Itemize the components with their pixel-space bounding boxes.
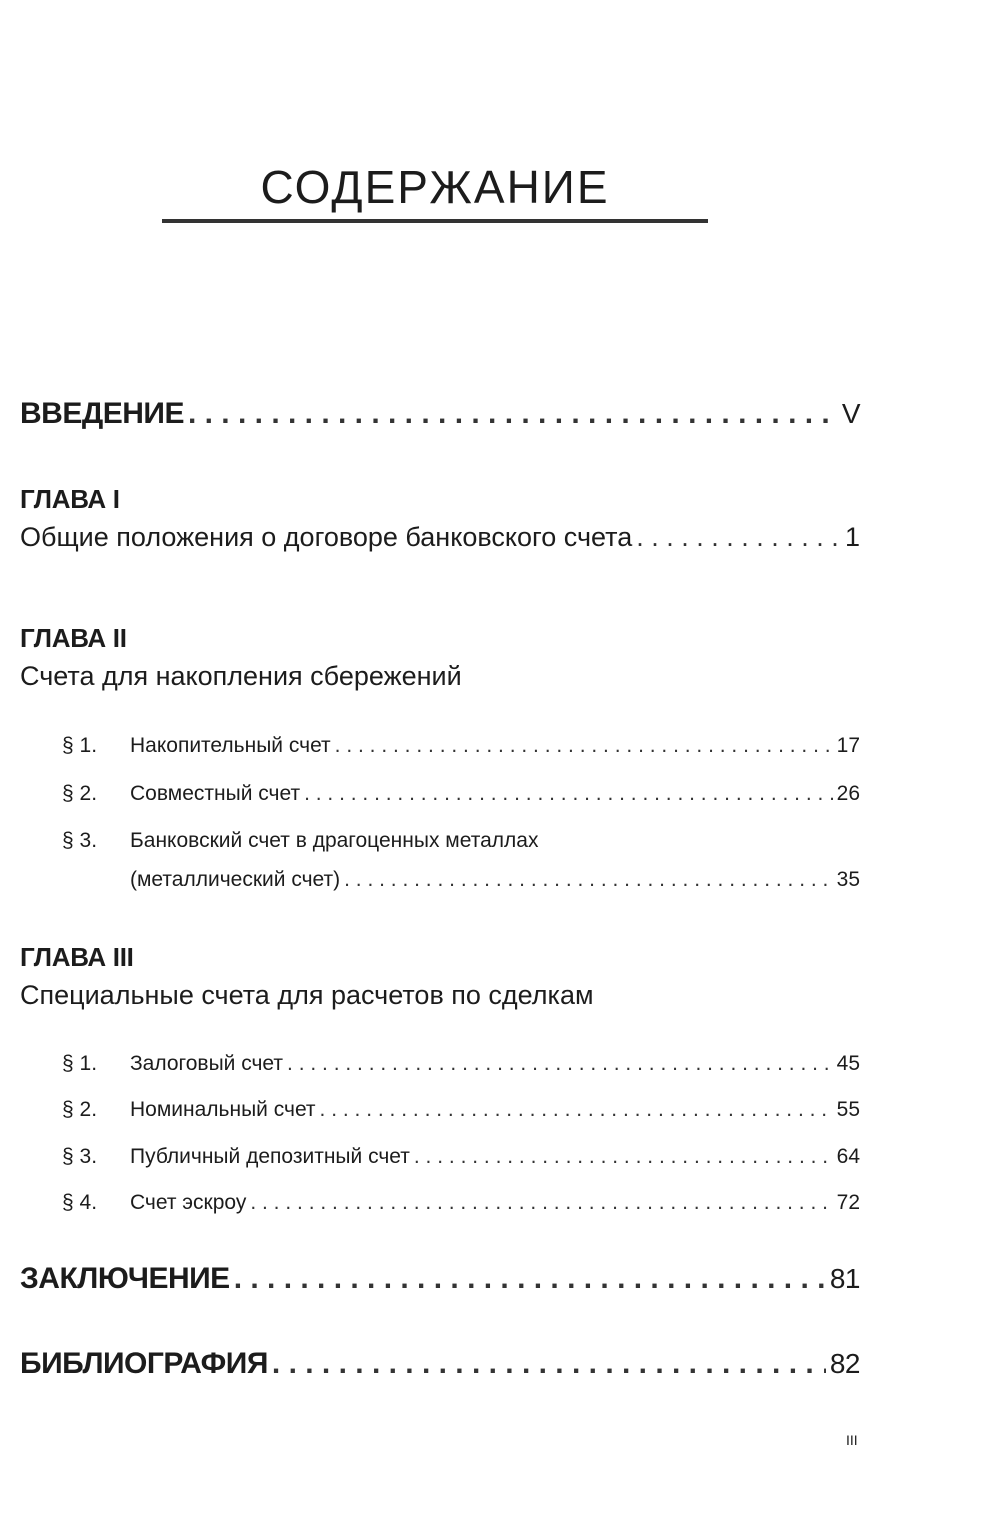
section-number: § 3. bbox=[62, 1145, 98, 1168]
toc-entry-section[interactable] bbox=[62, 1191, 860, 1215]
toc-entry-intro[interactable] bbox=[20, 397, 860, 431]
toc-label: ВВЕДЕНИЕ bbox=[20, 397, 184, 430]
toc-label: Публичный депозитный счет bbox=[130, 1145, 410, 1168]
toc-page-number: V bbox=[841, 398, 860, 429]
section-number: § 1. bbox=[62, 734, 98, 757]
toc-page-number: 81 bbox=[829, 1263, 860, 1294]
dot-leader bbox=[320, 1098, 833, 1122]
toc-label: ЗАКЛЮЧЕНИЕ bbox=[20, 1262, 230, 1295]
dot-leader bbox=[414, 1145, 833, 1169]
toc-page-number: 64 bbox=[836, 1145, 860, 1168]
toc-entry-section[interactable] bbox=[62, 1052, 860, 1076]
dot-leader bbox=[188, 397, 838, 431]
toc-entry-section[interactable] bbox=[62, 829, 860, 853]
dot-leader bbox=[304, 782, 833, 806]
toc-page-number: 55 bbox=[836, 1098, 860, 1121]
dot-leader bbox=[287, 1052, 833, 1076]
section-number: § 2. bbox=[62, 1098, 98, 1121]
toc-entry-section[interactable] bbox=[62, 782, 860, 806]
toc-label: (металлический счет) bbox=[130, 868, 341, 891]
chapter-title: Счета для накопления сбережений bbox=[20, 661, 462, 691]
toc-page-number: 35 bbox=[836, 868, 860, 891]
toc-page-number: 45 bbox=[836, 1052, 860, 1075]
toc-entry-conclusion[interactable] bbox=[20, 1262, 860, 1296]
chapter-heading: ГЛАВА III bbox=[20, 942, 134, 972]
toc-entry-section[interactable] bbox=[62, 1098, 860, 1122]
section-number: § 1. bbox=[62, 1052, 98, 1075]
toc-page-number: 26 bbox=[836, 782, 860, 805]
section-number: § 3. bbox=[62, 829, 98, 852]
dot-leader bbox=[636, 522, 841, 553]
chapter-heading: ГЛАВА II bbox=[20, 623, 127, 653]
section-number: § 2. bbox=[62, 782, 98, 805]
toc-entry-bibliography[interactable] bbox=[20, 1347, 860, 1381]
toc-entry-chapter1[interactable] bbox=[20, 522, 860, 553]
toc-label: Залоговый счет bbox=[130, 1052, 284, 1075]
toc-entry-section[interactable] bbox=[62, 1145, 860, 1169]
toc-page-number: 1 bbox=[844, 522, 860, 552]
page-title: СОДЕРЖАНИЕ bbox=[260, 161, 610, 213]
toc-page-number: 17 bbox=[836, 734, 860, 757]
section-number: § 4. bbox=[62, 1191, 98, 1214]
toc-label: Совместный счет bbox=[130, 782, 301, 805]
dot-leader bbox=[335, 734, 833, 758]
page-folio: III bbox=[846, 1432, 858, 1448]
toc-label: Банковский счет в драгоценных металлах bbox=[130, 829, 539, 852]
toc-label: БИБЛИОГРАФИЯ bbox=[20, 1347, 268, 1380]
toc-label: Накопительный счет bbox=[130, 734, 331, 757]
toc-entry-section-continuation[interactable] bbox=[130, 868, 860, 892]
dot-leader bbox=[234, 1262, 826, 1296]
dot-leader bbox=[250, 1191, 832, 1215]
toc-label: Счет эскроу bbox=[130, 1191, 247, 1214]
dot-leader bbox=[344, 868, 833, 892]
chapter-heading: ГЛАВА I bbox=[20, 484, 120, 514]
chapter-title: Специальные счета для расчетов по сделкам bbox=[20, 980, 594, 1010]
toc-page-number: 72 bbox=[836, 1191, 860, 1214]
dot-leader bbox=[272, 1347, 826, 1381]
toc-label: Общие положения о договоре банковского счета bbox=[20, 522, 633, 552]
toc-label: Номинальный счет bbox=[130, 1098, 316, 1121]
toc-page-number: 82 bbox=[829, 1348, 860, 1379]
toc-entry-section[interactable] bbox=[62, 734, 860, 758]
